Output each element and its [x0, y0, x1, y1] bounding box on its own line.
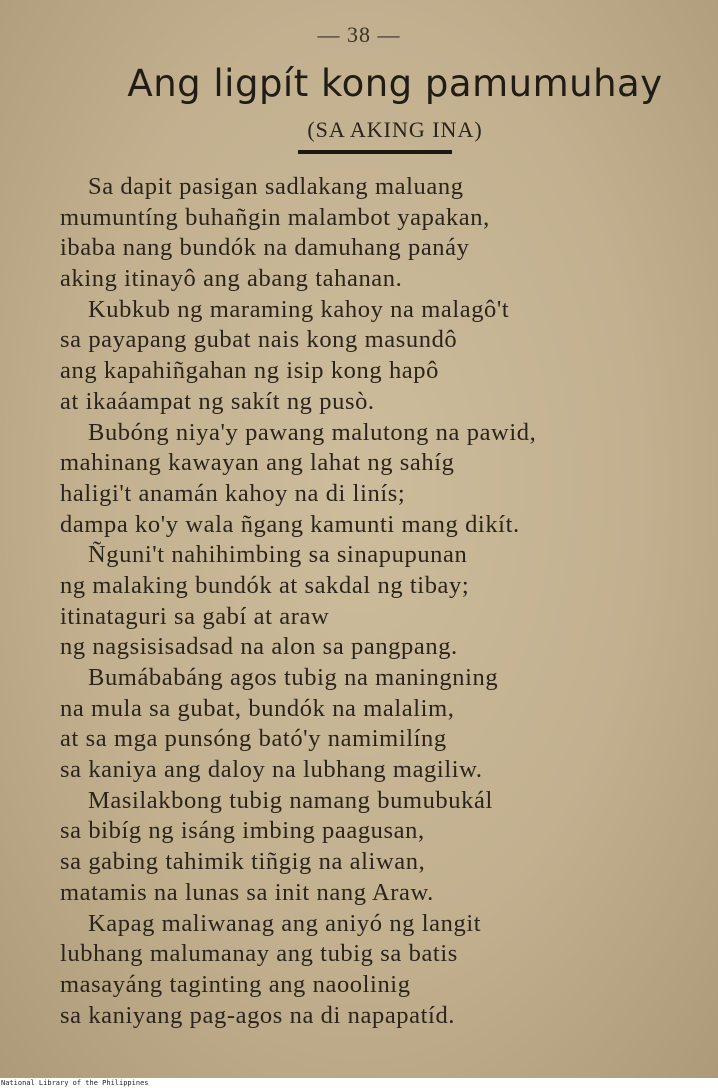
poem-line: Ñguni't nahihimbing sa sinapupunan [88, 541, 468, 569]
poem-line: dampa ko'y wala ñgang kamunti mang dikít. [60, 510, 520, 538]
poem-line: sa kaniya ang daloy na lubhang magiliw. [60, 756, 483, 784]
poem-line: mumuntíng buhañgin malambot yapakan, [60, 203, 490, 231]
poem-line: Sa dapit pasigan sadlakang maluang [88, 173, 464, 200]
poem-line: Masilakbong tubig namang bumubukál [88, 786, 493, 814]
poem-line: haligi't anamán kahoy na di linís; [60, 479, 406, 507]
poem-line: ng nagsisisadsad na alon sa pangpang. [60, 633, 458, 661]
title-rule [298, 150, 452, 154]
poem-line: ibaba nang bundók na damuhang panáy [60, 234, 470, 262]
poem-line: Bubóng niya'y pawang malutong na pawid, [88, 418, 537, 446]
poem-line: sa bibíg ng isáng imbing paagusan, [60, 817, 425, 845]
poem-line: ang kapahiñgahan ng isip kong hapô [60, 357, 439, 385]
poem-line: sa payapang gubat nais kong masundô [60, 326, 458, 354]
poem-line: Bumábabáng agos tubig na maningning [88, 664, 499, 691]
poem-dedication: (SA AKING INA) [307, 117, 483, 142]
poem-line: at sa mga punsóng bató'y namimilíng [60, 725, 447, 753]
poem-line: mahinang kawayan ang lahat ng sahíg [60, 449, 455, 477]
poem-line: sa gabing tahimik tiñgig na aliwan, [60, 848, 426, 876]
poem-line: ng malaking bundók at sakdal ng tibay; [60, 571, 470, 599]
poem-line: at ikaáampat ng sakít ng pusò. [60, 387, 375, 415]
footer-bar [0, 1078, 718, 1088]
poem-line: itinataguri sa gabí at araw [60, 602, 330, 630]
poem-line: matamis na lunas sa init nang Araw. [60, 878, 434, 906]
poem-line: sa kaniyang pag-agos na di napapatíd. [60, 1001, 456, 1029]
library-credit: National Library of the Philippines [1, 1079, 149, 1087]
poem-line: aking itinayô ang abang tahanan. [60, 265, 403, 293]
poem-body [60, 172, 710, 1031]
poem-line: Kapag maliwanag ang aniyó ng langit [88, 909, 482, 937]
poem-line: na mula sa gubat, bundók na malalim, [60, 694, 455, 722]
poem-title: Ang ligpít kong pamumuhay [127, 62, 663, 105]
poem-line: lubhang malumanay ang tubig sa batis [60, 940, 458, 968]
poem-line: masayáng taginting ang naoolinig [60, 970, 411, 998]
page-number: — 38 — [317, 22, 401, 47]
poem-line: Kubkub ng maraming kahoy na malagô't [88, 295, 510, 323]
